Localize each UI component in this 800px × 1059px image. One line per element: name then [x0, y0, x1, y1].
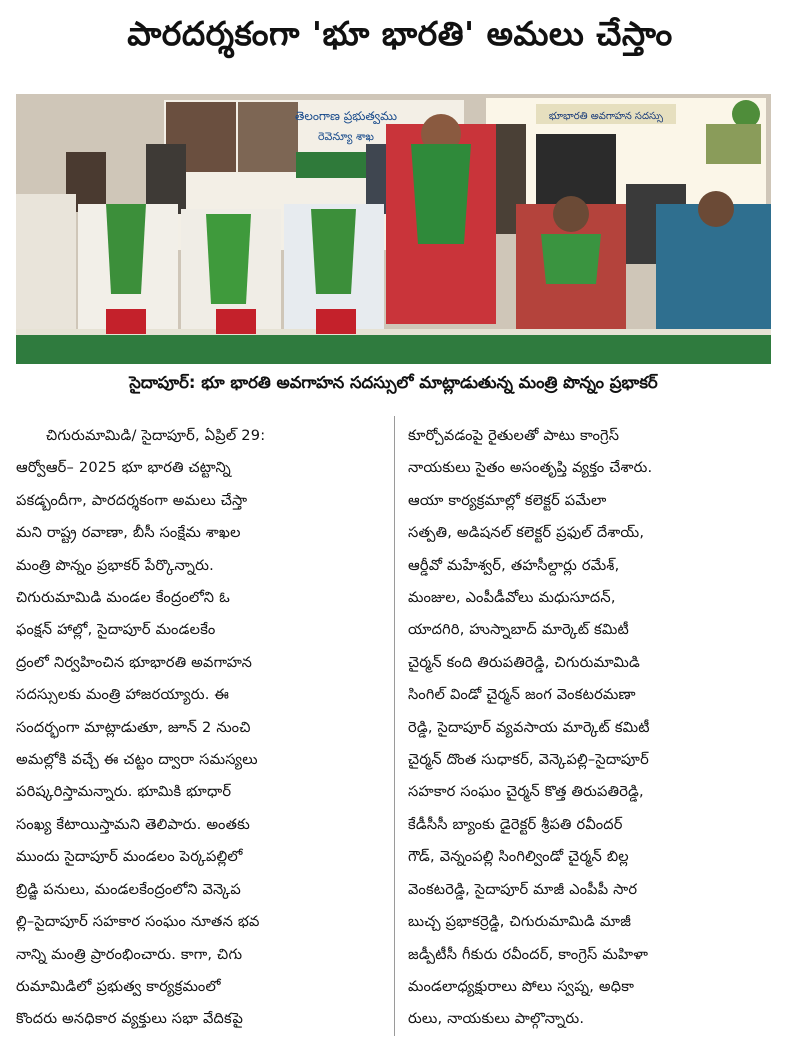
article-line: రులు, నాయకులు పాల్గొన్నారు. — [408, 1010, 585, 1028]
article-line: సందర్భంగా మాట్లాడుతూ, జూన్ 2 నుంచి — [16, 718, 251, 736]
article-right-column — [408, 420, 780, 1036]
article-line: జడ్పీటీసీ గీకురు రవీందర్, కాంగ్రెస్ మహిళా — [408, 945, 649, 963]
article-line: బ్రిడ్జి పనులు, మండలకేంద్రంలోని వెన్కెప — [16, 880, 241, 898]
article-line: కొందరు అనధికార వ్యక్తులు సభా వేదికపై — [16, 1010, 244, 1028]
article-line: నాన్ని మంత్రి ప్రారంభించారు. కాగా, చిగు — [16, 945, 243, 963]
article-line: సత్పతి, అడిషనల్ కలెక్టర్ ప్రఫుల్ దేశాయ్, — [408, 524, 645, 542]
article-line: బుచ్చ ప్రభాకర్రెడ్డి, చిగురుమామిడి మాజీ — [408, 913, 632, 931]
article-line: మండలాధ్యక్షురాలు పోలు స్వప్న, అధికా — [408, 977, 635, 995]
article-line: కేడీసీసీ బ్యాంకు డైరెక్టర్ శ్రీపతి రవీందర్ — [408, 815, 623, 833]
article-line: అమల్లోకి వచ్చే ఈ చట్టం ద్వారా సమస్యలు — [16, 751, 258, 769]
article-line: సింగిల్ విండో చైర్మన్ జంగ వెంకటరమణా — [408, 686, 636, 704]
banner-text-2: రెవెన్యూ శాఖ — [318, 130, 374, 143]
headline: పారదర్శకంగా 'భూ భారతి' అమలు చేస్తాం — [127, 14, 673, 53]
column-divider — [394, 416, 395, 1036]
article-line: ఆయా కార్యక్రమాల్లో కలెక్టర్ పమేలా — [408, 491, 607, 509]
article-line: ముందు సైదాపూర్ మండలం పెర్కపల్లిలో — [16, 848, 243, 866]
article-line: పకడ్బందీగా, పారదర్శకంగా అమలు చేస్తా — [16, 491, 248, 509]
article-line: వెంకటరెడ్డి, సైదాపూర్ మాజీ ఎంపీపీ సార — [408, 880, 638, 898]
article-line: చిగురుమామిడి మండల కేంద్రంలోని ఓ — [16, 589, 230, 607]
article-line: ద్రంలో నిర్వహించిన భూభారతి అవగాహన — [16, 653, 253, 671]
article-line: పరిష్కరిస్తామన్నారు. భూమికి భూధార్ — [16, 783, 232, 801]
article-line: చిగురుమామిడి/ సైదాపూర్, ఏప్రిల్ 29: — [46, 427, 266, 444]
article-line: మంత్రి పొన్నం ప్రభాకర్ పేర్కొన్నారు. — [16, 556, 214, 574]
article-line: రెడ్డి, సైదాపూర్ వ్యవసాయ మార్కెట్ కమిటీ — [408, 718, 650, 736]
article-line: సంఖ్య కేటాయిస్తామని తెలిపారు. అంతకు — [16, 815, 251, 833]
article-line: యాదగిరి, హుస్నాబాద్ మార్కెట్ కమిటీ — [408, 621, 629, 639]
photo-caption: సైదాపూర్: భూ భారతి అవగాహన సదస్సులో మాట్లాడుతున్న మంత్రి పొన్నం ప్రభాకర్ — [129, 373, 658, 392]
article-line: ఫంక్షన్ హాల్లో, సైదాపూర్ మండలకేం — [16, 621, 216, 639]
article-line: నాయకులు సైతం అసంతృప్తి వ్యక్తం చేశారు. — [408, 459, 653, 477]
article-line: కూర్చోవడంపై రైతులతో పాటు కాంగ్రెస్ — [408, 427, 620, 444]
news-photo — [16, 94, 771, 364]
article-line: చైర్మన్ దొంత సుధాకర్, వెన్కెపల్లి–సైదాపూర్ — [408, 751, 649, 769]
article-left-column — [16, 420, 381, 1036]
article-line: ల్లి–సైదాపూర్ సహకార సంఘం నూతన భవ — [16, 913, 260, 931]
banner-text-1: తెలంగాణ ప్రభుత్వము — [294, 109, 398, 123]
article-line: చైర్మన్ కంది తిరుపతిరెడ్డి, చిగురుమామిడి — [408, 653, 641, 671]
article-line: సదస్సులకు మంత్రి హాజరయ్యారు. ఈ — [16, 686, 230, 704]
article-line: సహకార సంఘం చైర్మన్ కొత్త తిరుపతిరెడ్డి, — [408, 783, 644, 801]
article-line: మంజుల, ఎంపీడీవోలు మధుసూదన్, — [408, 589, 616, 607]
right-banner-text: భూభారతి అవగాహన సదస్సు — [548, 111, 664, 122]
article-line: ఆర్వోఆర్– 2025 భూ భారతి చట్టాన్ని — [16, 459, 231, 477]
article-line: మని రాష్ట్ర రవాణా, బీసీ సంక్షేమ శాఖల — [16, 524, 241, 542]
article-line: గౌడ్, వెన్నంపల్లి సింగిల్విండో చైర్మన్ బిల్ల — [408, 848, 629, 866]
article-line: రుమామిడిలో ప్రభుత్వ కార్యక్రమంలో — [16, 977, 221, 995]
article-line: ఆర్డీవో మహేశ్వర్, తహసీల్దార్లు రమేశ్, — [408, 556, 620, 574]
